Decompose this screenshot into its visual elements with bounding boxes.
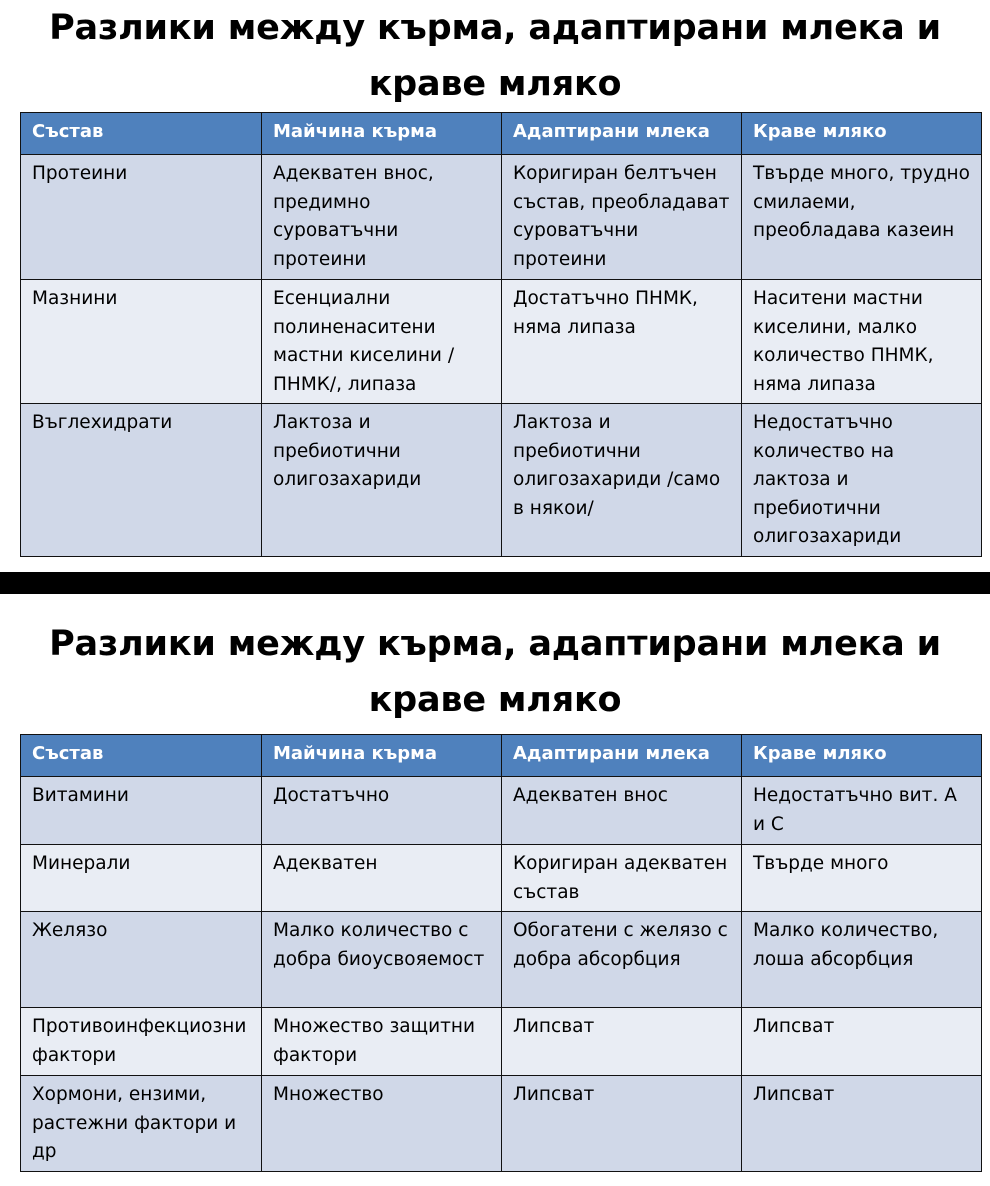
table-cell: Въглехидрати	[21, 404, 262, 557]
table-cell: Есенциални полиненаситени мастни киселини /ПНМК/, липаза	[262, 280, 502, 404]
table-cell: Адекватен внос, предимно суроватъчни протеини	[262, 155, 502, 280]
table-cell: Малко количество, лоша абсорбция	[742, 912, 982, 1008]
table-header-row	[21, 113, 982, 155]
table-cell: Малко количество с добра биоусвояемост	[262, 912, 502, 1008]
table-cell: Липсват	[502, 1076, 742, 1172]
table-cell: Липсват	[502, 1008, 742, 1076]
comparison-table	[20, 112, 982, 557]
slide-title: Разлики между кърма, адаптирани млека и краве мляко	[49, 624, 941, 720]
header-breast-milk: Майчина кърма	[262, 735, 502, 777]
header-breast-milk: Майчина кърма	[262, 113, 502, 155]
table-cell: Желязо	[21, 912, 262, 1008]
comparison-table	[20, 734, 982, 1172]
table-cell: Липсват	[742, 1076, 982, 1172]
table-cell: Достатъчно	[262, 777, 502, 845]
table-cell: Мазнини	[21, 280, 262, 404]
table-row	[21, 912, 982, 1008]
table-header-row	[21, 735, 982, 777]
table-cell: Недостатъчно вит. А и С	[742, 777, 982, 845]
table-cell: Наситени мастни киселини, малко количество ПНМК, няма липаза	[742, 280, 982, 404]
header-formula: Адаптирани млека	[502, 735, 742, 777]
table-cell: Коригиран адекватен състав	[502, 845, 742, 912]
slide-divider	[0, 572, 990, 594]
table-row	[21, 845, 982, 912]
table-cell: Обогатени с желязо с добра абсорбция	[502, 912, 742, 1008]
table-cell: Твърде много, трудно смилаеми, преобладава казеин	[742, 155, 982, 280]
header-composition: Състав	[21, 735, 262, 777]
table-cell: Коригиран белтъчен състав, преобладават суроватъчни протеини	[502, 155, 742, 280]
table-cell: Витамини	[21, 777, 262, 845]
table-cell: Множество	[262, 1076, 502, 1172]
table-cell: Противоинфекциозни фактори	[21, 1008, 262, 1076]
table-cell: Адекватен	[262, 845, 502, 912]
table-cell: Лактоза и пребиотични олигозахариди	[262, 404, 502, 557]
slide-2	[0, 594, 990, 1186]
table-cell: Достатъчно ПНМК, няма липаза	[502, 280, 742, 404]
table-row	[21, 1076, 982, 1172]
table-row	[21, 155, 982, 280]
table-cell: Протеини	[21, 155, 262, 280]
table-cell: Хормони, ензими, растежни фактори и др	[21, 1076, 262, 1172]
header-cow-milk: Краве мляко	[742, 735, 982, 777]
slide-1	[0, 0, 990, 572]
table-cell: Минерали	[21, 845, 262, 912]
table-row	[21, 404, 982, 557]
table-cell: Твърде много	[742, 845, 982, 912]
header-formula: Адаптирани млека	[502, 113, 742, 155]
table-cell: Лактоза и пребиотични олигозахариди /само в някои/	[502, 404, 742, 557]
table-row	[21, 280, 982, 404]
header-composition: Състав	[21, 113, 262, 155]
table-cell: Недостатъчно количество на лактоза и пребиотични олигозахариди	[742, 404, 982, 557]
header-cow-milk: Краве мляко	[742, 113, 982, 155]
table-cell: Множество защитни фактори	[262, 1008, 502, 1076]
table-cell: Адекватен внос	[502, 777, 742, 845]
table-cell: Липсват	[742, 1008, 982, 1076]
table-row	[21, 777, 982, 845]
table-row	[21, 1008, 982, 1076]
slide-title: Разлики между кърма, адаптирани млека и краве мляко	[49, 8, 941, 104]
